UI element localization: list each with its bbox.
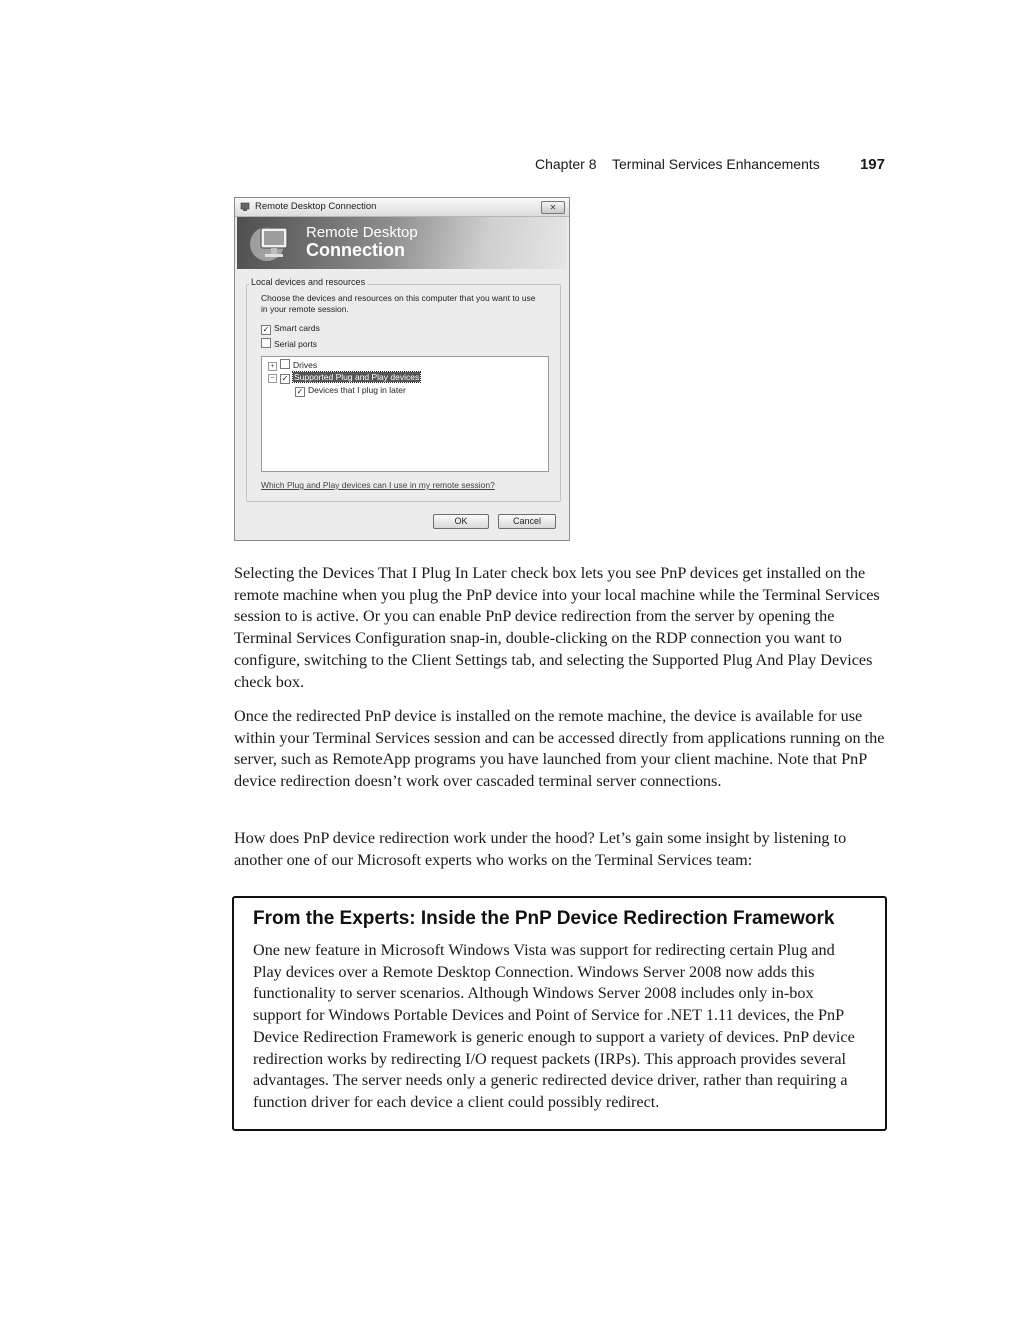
- tree-row-pnp[interactable]: [268, 372, 420, 384]
- remote-desktop-icon: [240, 202, 250, 212]
- tree-row-drives[interactable]: [268, 359, 317, 371]
- body-paragraph-3: How does PnP device redirection work under the hood? Let’s gain some insight by listening to another one of our Microsoft experts who works on the Terminal Services team:: [234, 829, 847, 869]
- tree-row-plug-later[interactable]: [295, 385, 406, 397]
- experts-sidebar: [232, 896, 887, 1131]
- smart-cards-label: Smart cards: [274, 323, 320, 333]
- dialog-banner: [237, 217, 567, 269]
- pnp-checkbox[interactable]: ✓: [281, 374, 289, 383]
- body-paragraph-2: Once the redirected PnP device is installed on the remote machine, the device is available for use within your Terminal Services session and can be accessed directly from applications running on the server, such as RemoteApp programs you have launched from your client machine. Note that PnP device redirection doesn’t work over cascaded terminal server connections.: [234, 707, 885, 791]
- cancel-button[interactable]: Cancel: [498, 514, 556, 529]
- monitor-logo-icon: [247, 220, 293, 266]
- collapse-icon[interactable]: −: [268, 374, 277, 383]
- banner-line-1: Remote Desktop: [306, 224, 418, 241]
- dialog-description: Choose the devices and resources on this computer that you want to use in your remote session.: [261, 293, 536, 314]
- sidebar-body: One new feature in Microsoft Windows Vista was support for redirecting certain Plug and Play devices over a Remote Desktop Connection. Windows Server 2008 now adds this functionality to server scenarios. Although Windows Server 2008 includes only in-box support for Windows Portable Devices and Point of Service for .NET 1.11 devices, the PnP Device Redirection Framework is generic enough to support a variety of devices. PnP device redirection works by redirecting I/O request packets (IRPs). This approach provides several advantages. The server needs only a generic redirected device driver, rather than requiring a function driver for each device a client could possibly redirect.: [253, 941, 855, 1111]
- serial-ports-option[interactable]: [261, 338, 317, 350]
- smart-cards-checkbox[interactable]: ✓: [262, 325, 270, 334]
- expand-icon[interactable]: +: [268, 362, 277, 371]
- plug-later-checkbox[interactable]: ✓: [296, 387, 304, 396]
- serial-ports-checkbox[interactable]: [261, 338, 271, 348]
- drives-checkbox[interactable]: [280, 359, 290, 369]
- help-link[interactable]: Which Plug and Play devices can I use in my remote session?: [261, 480, 495, 490]
- device-tree[interactable]: [261, 356, 549, 472]
- chapter-title: Terminal Services Enhancements: [612, 156, 820, 172]
- drives-label: Drives: [293, 360, 318, 370]
- plug-later-label: Devices that I plug in later: [308, 385, 406, 395]
- page-number: 197: [859, 156, 885, 173]
- body-paragraph-1: Selecting the Devices That I Plug In Later check box lets you see PnP devices get installed on the remote machine when you plug the PnP device into your local machine while the Terminal Services session to is active. Or you can enable PnP device redirection from the server by opening the Terminal Services Configuration snap-in, double-clicking on the RDP connection you want to configure, switching to the Client Settings tab, and selecting the Supported Plug And Play Devices check box.: [234, 564, 880, 691]
- serial-ports-label: Serial ports: [274, 339, 317, 349]
- close-icon[interactable]: ✕: [541, 201, 565, 214]
- pnp-label: Supported Plug and Play devices: [294, 372, 420, 382]
- remote-desktop-dialog-figure: [234, 197, 570, 541]
- sidebar-title: From the Experts: Inside the PnP Device Redirection Framework: [253, 908, 835, 929]
- smart-cards-option[interactable]: [261, 323, 320, 335]
- group-label: Local devices and resources: [251, 277, 366, 287]
- running-header: [535, 156, 885, 176]
- chapter-label: Chapter 8: [535, 156, 597, 172]
- banner-line-2: Connection: [306, 240, 405, 260]
- ok-button[interactable]: OK: [433, 514, 489, 529]
- dialog-window-title: Remote Desktop Connection: [255, 201, 377, 212]
- dialog-titlebar: [235, 198, 569, 217]
